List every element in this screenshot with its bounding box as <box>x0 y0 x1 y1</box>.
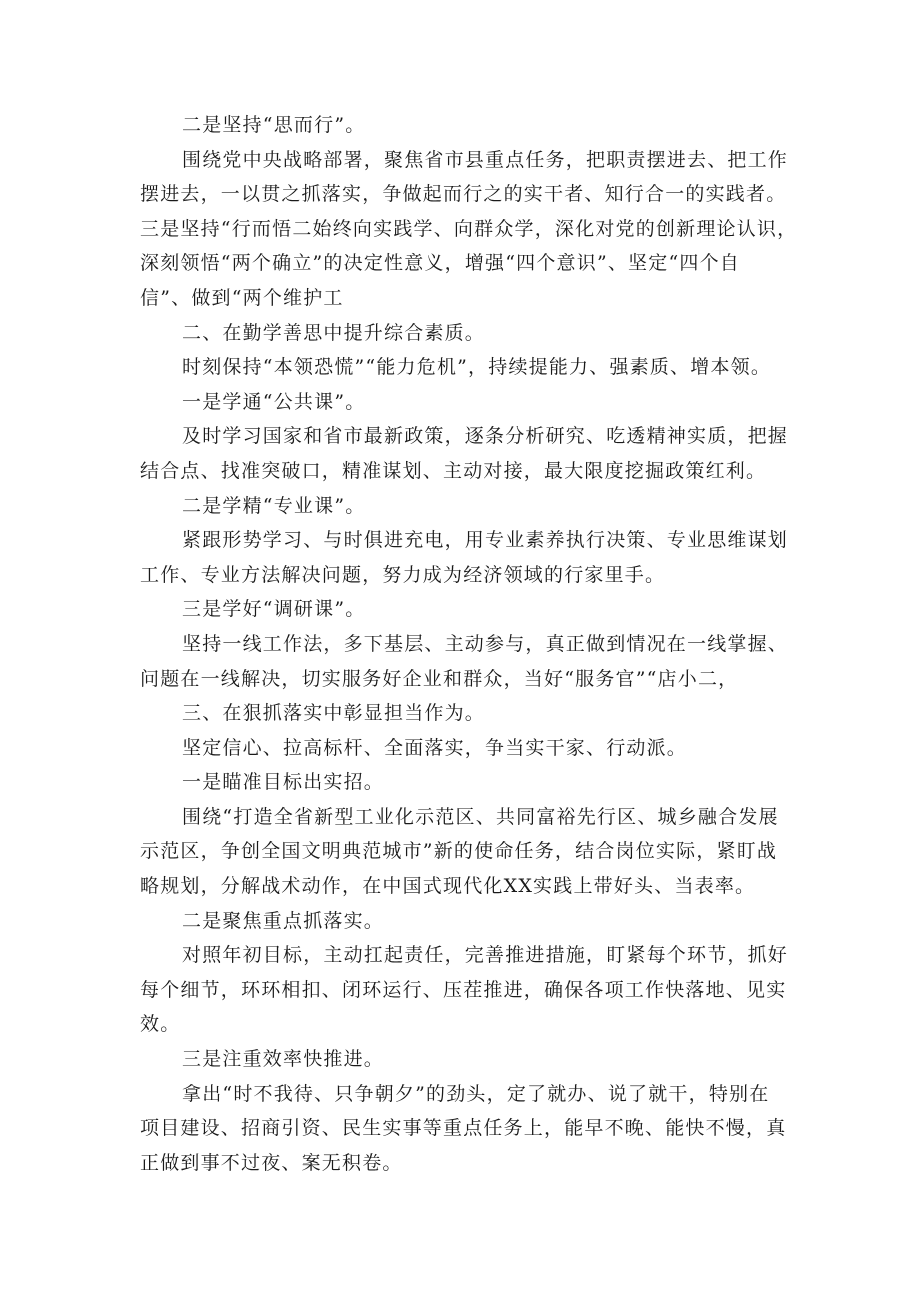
text-line: 围绕党中央战略部署，聚焦省市县重点任务，把职责摆进去、把工作 <box>182 148 789 171</box>
text-line: 项目建设、招商引资、民生实事等重点任务上，能早不晚、能快不慢，真 <box>140 1117 787 1140</box>
text-line: 拿出“时不我待、只争朝夕”的劲头，定了就办、说了就干，特别在 <box>182 1082 770 1105</box>
text-line: 每个细节，环环相扣、闭环运行、压茬推进，确保各项工作快落地、见实 <box>140 978 787 1001</box>
text-line: 二是坚持“思而行”。 <box>182 114 366 136</box>
text-line: 紧跟形势学习、与时俱进充电，用专业素养执行决策、专业思维谋划 <box>182 529 789 552</box>
text-line: 三是学好“调研课”。 <box>182 598 366 621</box>
text-line: 略规划，分解战术动作，在中国式现代化XX实践上带好头、当表率。 <box>140 875 756 898</box>
text-line: 工作、专业方法解决问题，努力成为经济领域的行家里手。 <box>140 563 666 586</box>
text-line: 结合点、找准突破口，精准谋划、主动对接，最大限度挖掘政策红利。 <box>140 459 767 482</box>
text-line: 信”、做到“两个维护工 <box>140 286 344 309</box>
text-line: 问题在一线解决，切实服务好企业和群众，当好“服务官”“店小二， <box>140 667 739 690</box>
text-line: 对照年初目标，主动扛起责任，完善推进措施，盯紧每个环节，抓好 <box>182 944 789 967</box>
text-line: 二是学精“专业课”。 <box>182 494 366 517</box>
text-line: 坚持一线工作法，多下基层、主动参与，真正做到情况在一线掌握、 <box>182 632 789 655</box>
text-line: 正做到事不过夜、案无积卷。 <box>140 1151 403 1174</box>
text-line: 及时学习国家和省市最新政策，逐条分析研究、吃透精神实质，把握 <box>182 425 789 448</box>
text-line: 一是学通“公共课”。 <box>182 390 366 413</box>
text-line: 深刻领悟“两个确立”的决定性意义，增强“四个意识”、坚定“四个自 <box>140 252 740 275</box>
text-line: 摆进去，一以贯之抓落实，争做起而行之的实干者、知行合一的实践者。 <box>140 183 787 206</box>
text-line: 二、在勤学善思中提升综合素质。 <box>182 321 486 344</box>
text-line: 示范区，争创全国文明典范城市”新的使命任务，结合岗位实际，紧盯战 <box>140 840 778 863</box>
text-line: 一是瞄准目标出实招。 <box>182 771 385 794</box>
text-line: 坚定信心、拉高标杆、全面落实，争当实干家、行动派。 <box>182 736 688 759</box>
text-line: 三、在狠抓落实中彰显担当作为。 <box>182 702 486 725</box>
text-line: 二是聚焦重点抓落实。 <box>182 909 385 932</box>
text-line: 时刻保持“本领恐慌”“能力危机”，持续提能力、强素质、增本领。 <box>182 356 772 379</box>
text-line: 三是注重效率快推进。 <box>182 1048 385 1071</box>
document-body <box>140 108 800 1180</box>
text-line: 三是坚持“行而悟二始终向实践学、向群众学，深化对党的创新理论认识， <box>140 217 798 240</box>
text-line: 围绕“打造全省新型工业化示范区、共同富裕先行区、城乡融合发展 <box>182 805 779 828</box>
text-line: 效。 <box>140 1013 181 1036</box>
